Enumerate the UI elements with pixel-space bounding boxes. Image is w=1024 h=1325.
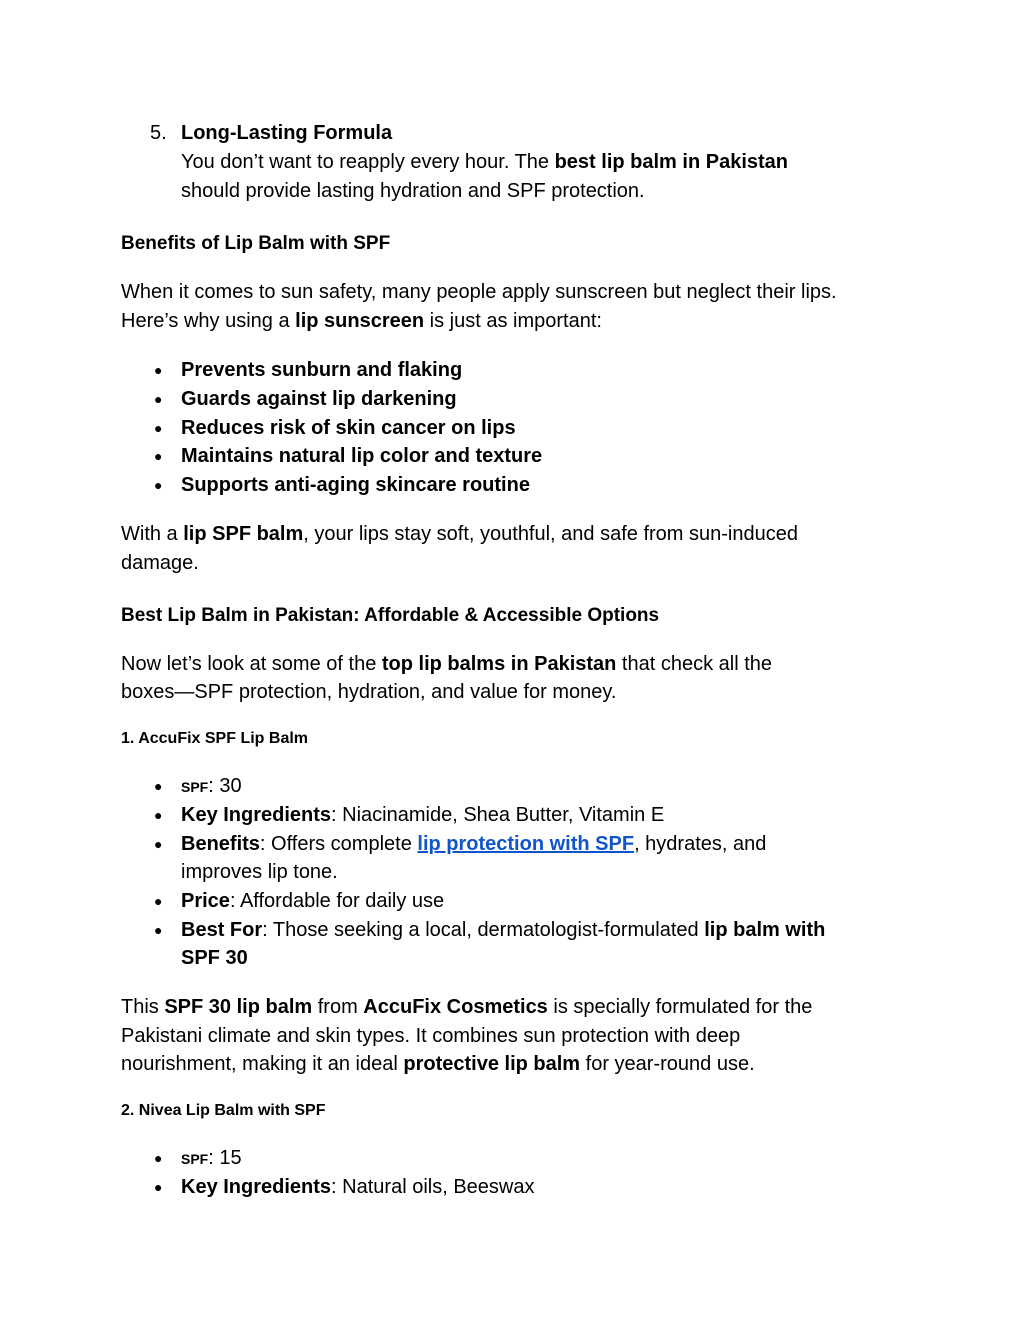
bullet-icon: ● — [154, 1179, 163, 1195]
bullet-icon: ● — [154, 836, 163, 852]
list-item-text-line2: should provide lasting hydration and SPF protection. — [181, 180, 645, 202]
paragraph-line: When it comes to sun safety, many people apply sunscreen but neglect their lips. — [121, 281, 837, 303]
section-heading-benefits: Benefits of Lip Balm with SPF — [121, 233, 391, 254]
paragraph-line: Pakistani climate and skin types. It combines sun protection with deep — [121, 1025, 741, 1047]
paragraph-line: boxes—SPF protection, hydration, and value for money. — [121, 681, 617, 703]
bullet-icon: ● — [154, 778, 163, 794]
spec-ingredients: Key Ingredients: Natural oils, Beeswax — [181, 1176, 535, 1198]
spec-ingredients: Key Ingredients: Niacinamide, Shea Butter, Vitamin E — [181, 804, 665, 826]
spec-benefits: Benefits: Offers complete lip protection with SPF, hydrates, and — [181, 833, 767, 855]
bullet-icon: ● — [154, 922, 163, 938]
bullet-icon: ● — [154, 893, 163, 909]
list-item-title: Long-Lasting Formula — [181, 122, 393, 144]
list-item: Supports anti-aging skincare routine — [181, 474, 530, 496]
spec-best-for-line2: SPF 30 — [181, 947, 248, 969]
spec-benefits-line2: improves lip tone. — [181, 861, 338, 883]
spec-price: Price: Affordable for daily use — [181, 890, 445, 912]
paragraph-line: Here’s why using a lip sunscreen is just as important: — [121, 310, 602, 332]
list-item: Maintains natural lip color and texture — [181, 445, 543, 467]
paragraph-line: nourishment, making it an ideal protective lip balm for year-round use. — [121, 1053, 755, 1075]
list-item: Reduces risk of skin cancer on lips — [181, 417, 516, 439]
list-item: Guards against lip darkening — [181, 388, 457, 410]
paragraph-line: damage. — [121, 552, 199, 574]
spec-spf: SPF: 15 — [181, 1147, 242, 1169]
bullet-icon: ● — [154, 391, 163, 407]
spec-spf: SPF: 30 — [181, 775, 242, 797]
lip-protection-link[interactable]: lip protection with SPF — [417, 833, 635, 855]
spec-best-for: Best For: Those seeking a local, dermatologist-formulated lip balm with — [181, 919, 826, 941]
paragraph-line: This SPF 30 lip balm from AccuFix Cosmetics is specially formulated for the — [121, 996, 813, 1018]
bullet-icon: ● — [154, 448, 163, 464]
bullet-icon: ● — [154, 420, 163, 436]
list-item: Prevents sunburn and flaking — [181, 359, 463, 381]
product-heading-accufix: 1. AccuFix SPF Lip Balm — [121, 730, 309, 747]
bullet-icon: ● — [154, 362, 163, 378]
section-heading-best: Best Lip Balm in Pakistan: Affordable & Accessible Options — [121, 605, 660, 626]
bullet-icon: ● — [154, 807, 163, 823]
list-item-text: You don’t want to reapply every hour. The best lip balm in Pakistan — [181, 151, 788, 173]
paragraph-line: Now let’s look at some of the top lip balms in Pakistan that check all the — [121, 653, 773, 675]
bullet-icon: ● — [154, 1150, 163, 1166]
list-number: 5. — [150, 122, 167, 144]
bullet-icon: ● — [154, 477, 163, 493]
product-heading-nivea: 2. Nivea Lip Balm with SPF — [121, 1102, 326, 1119]
paragraph-line: With a lip SPF balm, your lips stay soft, youthful, and safe from sun-induced — [121, 523, 798, 545]
